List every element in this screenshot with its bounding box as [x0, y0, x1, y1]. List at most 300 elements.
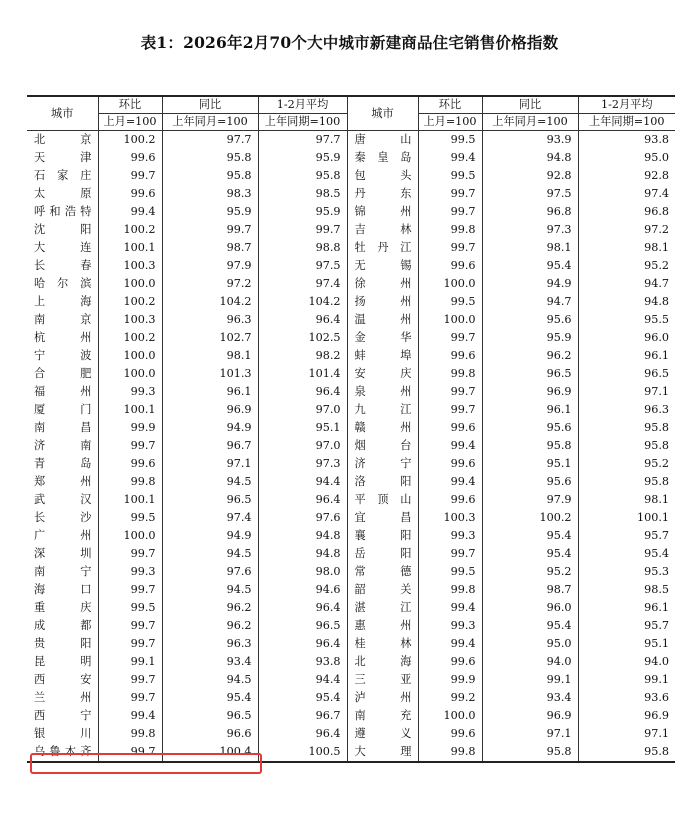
- cell-mom-right: 99.7: [418, 329, 482, 347]
- cell-city-right: 唐山: [347, 131, 418, 150]
- cell-avg-left: 98.0: [258, 563, 347, 581]
- cell-mom-left: 99.4: [98, 203, 162, 221]
- cell-yoy-left: 95.4: [162, 689, 258, 707]
- cell-yoy-right: 97.3: [482, 221, 578, 239]
- cell-yoy-right: 94.0: [482, 653, 578, 671]
- cell-avg-right: 95.3: [578, 563, 675, 581]
- cell-city-right: 韶关: [347, 581, 418, 599]
- table-row: [27, 293, 675, 311]
- cell-avg-left: 96.4: [258, 725, 347, 743]
- cell-city-right: 北海: [347, 653, 418, 671]
- cell-city-right: 九江: [347, 401, 418, 419]
- cell-yoy-left: 94.5: [162, 473, 258, 491]
- cell-avg-right: 95.8: [578, 743, 675, 762]
- cell-avg-right: 100.1: [578, 509, 675, 527]
- cell-mom-left: 99.7: [98, 671, 162, 689]
- header-mom-base-left: 上月=100: [98, 114, 162, 131]
- cell-city-right: 锦州: [347, 203, 418, 221]
- cell-avg-left: 102.5: [258, 329, 347, 347]
- table-row: [27, 203, 675, 221]
- table-row: [27, 311, 675, 329]
- cell-city-left: 太原: [27, 185, 98, 203]
- cell-avg-right: 98.5: [578, 581, 675, 599]
- cell-yoy-left: 100.4: [162, 743, 258, 762]
- cell-mom-left: 99.7: [98, 581, 162, 599]
- cell-city-right: 三亚: [347, 671, 418, 689]
- header-avg-left: 1-2月平均: [258, 96, 347, 114]
- table-row: [27, 185, 675, 203]
- cell-city-right: 秦皇岛: [347, 149, 418, 167]
- cell-avg-left: 97.4: [258, 275, 347, 293]
- cell-city-left: 上海: [27, 293, 98, 311]
- cell-city-right: 金华: [347, 329, 418, 347]
- cell-avg-right: 97.2: [578, 221, 675, 239]
- cell-avg-right: 95.8: [578, 437, 675, 455]
- cell-yoy-left: 96.9: [162, 401, 258, 419]
- cell-mom-right: 99.6: [418, 419, 482, 437]
- cell-mom-left: 100.1: [98, 239, 162, 257]
- cell-city-right: 蚌埠: [347, 347, 418, 365]
- cell-mom-left: 100.1: [98, 401, 162, 419]
- cell-yoy-right: 96.2: [482, 347, 578, 365]
- header-city-right: 城市: [347, 96, 418, 131]
- cell-city-right: 吉林: [347, 221, 418, 239]
- cell-yoy-right: 95.4: [482, 527, 578, 545]
- cell-city-left: 青岛: [27, 455, 98, 473]
- cell-mom-right: 99.4: [418, 437, 482, 455]
- cell-mom-right: 99.8: [418, 581, 482, 599]
- cell-avg-left: 97.6: [258, 509, 347, 527]
- cell-avg-right: 95.5: [578, 311, 675, 329]
- cell-city-right: 襄阳: [347, 527, 418, 545]
- cell-city-left: 哈尔滨: [27, 275, 98, 293]
- cell-yoy-left: 97.6: [162, 563, 258, 581]
- header-avg-base-right: 上年同期=100: [578, 114, 675, 131]
- table-row: [27, 167, 675, 185]
- cell-yoy-left: 102.7: [162, 329, 258, 347]
- cell-yoy-left: 99.7: [162, 221, 258, 239]
- cell-avg-right: 96.1: [578, 599, 675, 617]
- table-row: [27, 149, 675, 167]
- cell-city-left: 西宁: [27, 707, 98, 725]
- cell-avg-right: 95.7: [578, 617, 675, 635]
- cell-city-right: 丹东: [347, 185, 418, 203]
- cell-yoy-right: 97.9: [482, 491, 578, 509]
- cell-avg-right: 92.8: [578, 167, 675, 185]
- cell-city-right: 南充: [347, 707, 418, 725]
- cell-avg-right: 99.1: [578, 671, 675, 689]
- cell-avg-left: 96.4: [258, 383, 347, 401]
- cell-avg-left: 94.8: [258, 545, 347, 563]
- cell-mom-left: 99.6: [98, 455, 162, 473]
- cell-city-right: 岳阳: [347, 545, 418, 563]
- table-body: [27, 131, 675, 763]
- table-row: [27, 401, 675, 419]
- cell-city-right: 济宁: [347, 455, 418, 473]
- cell-city-left: 兰州: [27, 689, 98, 707]
- cell-yoy-right: 95.2: [482, 563, 578, 581]
- cell-mom-right: 99.7: [418, 203, 482, 221]
- table-row: [27, 725, 675, 743]
- cell-avg-right: 95.2: [578, 257, 675, 275]
- cell-avg-left: 97.0: [258, 437, 347, 455]
- table-row: [27, 671, 675, 689]
- cell-mom-left: 99.6: [98, 185, 162, 203]
- cell-mom-left: 100.2: [98, 221, 162, 239]
- cell-yoy-right: 95.8: [482, 743, 578, 762]
- cell-city-left: 长春: [27, 257, 98, 275]
- cell-yoy-left: 95.9: [162, 203, 258, 221]
- cell-city-left: 郑州: [27, 473, 98, 491]
- cell-yoy-right: 93.4: [482, 689, 578, 707]
- cell-yoy-left: 97.7: [162, 131, 258, 150]
- cell-city-left: 银川: [27, 725, 98, 743]
- cell-avg-left: 96.7: [258, 707, 347, 725]
- table-row: [27, 527, 675, 545]
- cell-city-left: 成都: [27, 617, 98, 635]
- cell-yoy-right: 95.6: [482, 419, 578, 437]
- cell-city-right: 湛江: [347, 599, 418, 617]
- cell-mom-left: 99.1: [98, 653, 162, 671]
- table-row: [27, 239, 675, 257]
- cell-mom-left: 99.3: [98, 563, 162, 581]
- header-avg-right: 1-2月平均: [578, 96, 675, 114]
- cell-yoy-left: 101.3: [162, 365, 258, 383]
- cell-mom-right: 100.3: [418, 509, 482, 527]
- cell-mom-left: 99.7: [98, 635, 162, 653]
- cell-city-right: 包头: [347, 167, 418, 185]
- cell-avg-right: 98.1: [578, 239, 675, 257]
- cell-avg-right: 96.5: [578, 365, 675, 383]
- cell-city-left: 天津: [27, 149, 98, 167]
- cell-avg-right: 94.8: [578, 293, 675, 311]
- table-row: [27, 383, 675, 401]
- cell-city-right: 大理: [347, 743, 418, 762]
- cell-city-left: 呼和浩特: [27, 203, 98, 221]
- cell-yoy-left: 98.7: [162, 239, 258, 257]
- table-row: [27, 617, 675, 635]
- cell-mom-right: 99.7: [418, 401, 482, 419]
- cell-city-left: 广州: [27, 527, 98, 545]
- cell-avg-left: 96.5: [258, 617, 347, 635]
- cell-avg-left: 104.2: [258, 293, 347, 311]
- cell-yoy-left: 97.1: [162, 455, 258, 473]
- cell-avg-left: 99.7: [258, 221, 347, 239]
- cell-city-right: 安庆: [347, 365, 418, 383]
- cell-yoy-right: 100.2: [482, 509, 578, 527]
- cell-avg-right: 93.6: [578, 689, 675, 707]
- cell-mom-right: 99.5: [418, 131, 482, 150]
- cell-mom-right: 99.6: [418, 347, 482, 365]
- cell-yoy-right: 95.4: [482, 617, 578, 635]
- table-row: [27, 689, 675, 707]
- cell-mom-left: 99.6: [98, 149, 162, 167]
- cell-city-right: 宜昌: [347, 509, 418, 527]
- cell-avg-right: 94.0: [578, 653, 675, 671]
- cell-yoy-right: 98.7: [482, 581, 578, 599]
- cell-city-right: 洛阳: [347, 473, 418, 491]
- cell-yoy-left: 94.5: [162, 545, 258, 563]
- cell-yoy-right: 95.4: [482, 545, 578, 563]
- header-yoy-base-left: 上年同月=100: [162, 114, 258, 131]
- cell-yoy-left: 96.5: [162, 707, 258, 725]
- cell-city-left: 杭州: [27, 329, 98, 347]
- cell-yoy-left: 97.2: [162, 275, 258, 293]
- cell-city-right: 温州: [347, 311, 418, 329]
- cell-yoy-left: 96.7: [162, 437, 258, 455]
- cell-city-left: 大连: [27, 239, 98, 257]
- cell-avg-right: 95.4: [578, 545, 675, 563]
- cell-yoy-right: 97.1: [482, 725, 578, 743]
- table-row: [27, 257, 675, 275]
- cell-avg-right: 97.1: [578, 383, 675, 401]
- cell-mom-right: 99.7: [418, 383, 482, 401]
- cell-mom-left: 100.3: [98, 257, 162, 275]
- cell-avg-right: 94.7: [578, 275, 675, 293]
- cell-mom-right: 99.6: [418, 725, 482, 743]
- cell-mom-left: 100.1: [98, 491, 162, 509]
- cell-city-right: 赣州: [347, 419, 418, 437]
- cell-mom-left: 99.8: [98, 473, 162, 491]
- cell-city-left: 深圳: [27, 545, 98, 563]
- cell-city-right: 烟台: [347, 437, 418, 455]
- cell-mom-left: 99.8: [98, 725, 162, 743]
- header-yoy-base-right: 上年同月=100: [482, 114, 578, 131]
- cell-mom-left: 100.0: [98, 347, 162, 365]
- cell-mom-left: 99.7: [98, 167, 162, 185]
- cell-yoy-right: 96.8: [482, 203, 578, 221]
- cell-yoy-left: 97.9: [162, 257, 258, 275]
- cell-yoy-right: 96.9: [482, 707, 578, 725]
- cell-yoy-left: 94.5: [162, 581, 258, 599]
- cell-mom-right: 99.8: [418, 221, 482, 239]
- cell-avg-left: 101.4: [258, 365, 347, 383]
- cell-yoy-right: 95.6: [482, 473, 578, 491]
- cell-mom-left: 99.7: [98, 617, 162, 635]
- cell-yoy-right: 98.1: [482, 239, 578, 257]
- cell-yoy-right: 95.4: [482, 257, 578, 275]
- price-index-table: [27, 95, 675, 763]
- cell-city-right: 常德: [347, 563, 418, 581]
- cell-yoy-right: 95.9: [482, 329, 578, 347]
- cell-yoy-right: 94.7: [482, 293, 578, 311]
- cell-city-left: 西安: [27, 671, 98, 689]
- cell-mom-right: 99.4: [418, 149, 482, 167]
- table-row: [27, 743, 675, 762]
- cell-yoy-right: 96.9: [482, 383, 578, 401]
- cell-avg-left: 95.9: [258, 203, 347, 221]
- cell-city-left: 贵阳: [27, 635, 98, 653]
- cell-avg-right: 93.8: [578, 131, 675, 150]
- table-row: [27, 347, 675, 365]
- cell-avg-right: 95.8: [578, 473, 675, 491]
- cell-mom-right: 99.4: [418, 635, 482, 653]
- cell-mom-right: 100.0: [418, 707, 482, 725]
- cell-city-left: 重庆: [27, 599, 98, 617]
- header-yoy-left: 同比: [162, 96, 258, 114]
- cell-yoy-right: 97.5: [482, 185, 578, 203]
- cell-avg-left: 95.4: [258, 689, 347, 707]
- cell-mom-right: 99.7: [418, 239, 482, 257]
- cell-avg-left: 98.8: [258, 239, 347, 257]
- cell-city-right: 桂林: [347, 635, 418, 653]
- cell-mom-right: 99.6: [418, 455, 482, 473]
- table-row: [27, 509, 675, 527]
- cell-mom-left: 99.4: [98, 707, 162, 725]
- header-yoy-right: 同比: [482, 96, 578, 114]
- cell-avg-left: 94.8: [258, 527, 347, 545]
- cell-yoy-left: 94.5: [162, 671, 258, 689]
- cell-city-right: 牡丹江: [347, 239, 418, 257]
- table-row: [27, 653, 675, 671]
- cell-yoy-right: 99.1: [482, 671, 578, 689]
- page-title: 表1：2026年2月70个大中城市新建商品住宅销售价格指数: [140, 33, 559, 52]
- cell-yoy-left: 104.2: [162, 293, 258, 311]
- cell-mom-left: 99.7: [98, 545, 162, 563]
- cell-yoy-right: 94.8: [482, 149, 578, 167]
- cell-yoy-right: 96.0: [482, 599, 578, 617]
- header-avg-base-left: 上年同期=100: [258, 114, 347, 131]
- cell-yoy-left: 97.4: [162, 509, 258, 527]
- table-row: [27, 221, 675, 239]
- table-row: [27, 329, 675, 347]
- table-row: [27, 707, 675, 725]
- cell-avg-right: 95.7: [578, 527, 675, 545]
- cell-avg-right: 98.1: [578, 491, 675, 509]
- cell-yoy-left: 96.1: [162, 383, 258, 401]
- cell-city-left: 武汉: [27, 491, 98, 509]
- cell-avg-left: 95.9: [258, 149, 347, 167]
- cell-city-right: 平顶山: [347, 491, 418, 509]
- header-mom-base-right: 上月=100: [418, 114, 482, 131]
- cell-mom-right: 99.7: [418, 185, 482, 203]
- cell-mom-left: 99.5: [98, 599, 162, 617]
- cell-avg-left: 97.0: [258, 401, 347, 419]
- cell-avg-left: 97.5: [258, 257, 347, 275]
- cell-yoy-right: 95.1: [482, 455, 578, 473]
- cell-city-left: 南京: [27, 311, 98, 329]
- cell-city-right: 泉州: [347, 383, 418, 401]
- cell-avg-right: 95.0: [578, 149, 675, 167]
- cell-city-left: 海口: [27, 581, 98, 599]
- cell-mom-right: 99.5: [418, 293, 482, 311]
- cell-avg-left: 98.2: [258, 347, 347, 365]
- cell-city-right: 泸州: [347, 689, 418, 707]
- cell-yoy-left: 95.8: [162, 167, 258, 185]
- cell-mom-right: 99.3: [418, 527, 482, 545]
- cell-avg-right: 97.1: [578, 725, 675, 743]
- cell-mom-left: 100.0: [98, 365, 162, 383]
- cell-mom-right: 100.0: [418, 275, 482, 293]
- cell-mom-left: 100.0: [98, 275, 162, 293]
- cell-city-left: 乌鲁木齐: [27, 743, 98, 762]
- cell-yoy-left: 94.9: [162, 527, 258, 545]
- cell-yoy-left: 96.3: [162, 311, 258, 329]
- cell-mom-left: 100.0: [98, 527, 162, 545]
- cell-city-left: 厦门: [27, 401, 98, 419]
- table-row: [27, 365, 675, 383]
- cell-city-left: 北京: [27, 131, 98, 150]
- header-mom-right: 环比: [418, 96, 482, 114]
- cell-city-left: 南宁: [27, 563, 98, 581]
- cell-avg-right: 96.0: [578, 329, 675, 347]
- cell-avg-right: 96.9: [578, 707, 675, 725]
- cell-avg-left: 94.4: [258, 473, 347, 491]
- table-row: [27, 635, 675, 653]
- cell-city-left: 福州: [27, 383, 98, 401]
- table-row: [27, 563, 675, 581]
- table-row: [27, 581, 675, 599]
- cell-mom-left: 100.2: [98, 131, 162, 150]
- cell-city-left: 长沙: [27, 509, 98, 527]
- cell-mom-left: 100.3: [98, 311, 162, 329]
- cell-city-left: 济南: [27, 437, 98, 455]
- cell-avg-right: 95.1: [578, 635, 675, 653]
- cell-yoy-left: 96.5: [162, 491, 258, 509]
- cell-avg-right: 97.4: [578, 185, 675, 203]
- table-row: [27, 455, 675, 473]
- cell-city-left: 南昌: [27, 419, 98, 437]
- header-mom-left: 环比: [98, 96, 162, 114]
- cell-city-left: 石家庄: [27, 167, 98, 185]
- cell-yoy-left: 96.6: [162, 725, 258, 743]
- cell-avg-left: 94.4: [258, 671, 347, 689]
- cell-avg-left: 98.5: [258, 185, 347, 203]
- cell-yoy-right: 95.0: [482, 635, 578, 653]
- cell-avg-left: 96.4: [258, 491, 347, 509]
- cell-yoy-right: 95.8: [482, 437, 578, 455]
- cell-avg-left: 95.1: [258, 419, 347, 437]
- cell-city-right: 遵义: [347, 725, 418, 743]
- cell-yoy-left: 94.9: [162, 419, 258, 437]
- cell-yoy-left: 98.3: [162, 185, 258, 203]
- cell-mom-right: 99.2: [418, 689, 482, 707]
- cell-yoy-right: 93.9: [482, 131, 578, 150]
- table-row: [27, 437, 675, 455]
- cell-avg-left: 93.8: [258, 653, 347, 671]
- cell-avg-right: 96.3: [578, 401, 675, 419]
- cell-city-right: 无锡: [347, 257, 418, 275]
- table-row: [27, 275, 675, 293]
- cell-avg-right: 96.1: [578, 347, 675, 365]
- header-city-left: 城市: [27, 96, 98, 131]
- cell-avg-left: 94.6: [258, 581, 347, 599]
- cell-mom-right: 99.9: [418, 671, 482, 689]
- cell-yoy-right: 96.1: [482, 401, 578, 419]
- cell-mom-left: 99.5: [98, 509, 162, 527]
- cell-mom-left: 99.9: [98, 419, 162, 437]
- cell-city-left: 宁波: [27, 347, 98, 365]
- table-row: [27, 491, 675, 509]
- cell-avg-left: 96.4: [258, 599, 347, 617]
- cell-yoy-left: 96.2: [162, 599, 258, 617]
- cell-mom-left: 100.2: [98, 329, 162, 347]
- cell-mom-left: 99.7: [98, 437, 162, 455]
- table-row: [27, 473, 675, 491]
- cell-city-right: 徐州: [347, 275, 418, 293]
- cell-mom-left: 99.7: [98, 743, 162, 762]
- cell-mom-right: 99.6: [418, 257, 482, 275]
- cell-yoy-left: 93.4: [162, 653, 258, 671]
- cell-yoy-right: 96.5: [482, 365, 578, 383]
- table-row: [27, 131, 675, 150]
- cell-mom-right: 99.6: [418, 653, 482, 671]
- cell-mom-left: 99.7: [98, 689, 162, 707]
- cell-mom-left: 99.3: [98, 383, 162, 401]
- cell-mom-right: 99.4: [418, 473, 482, 491]
- cell-city-left: 昆明: [27, 653, 98, 671]
- cell-yoy-right: 94.9: [482, 275, 578, 293]
